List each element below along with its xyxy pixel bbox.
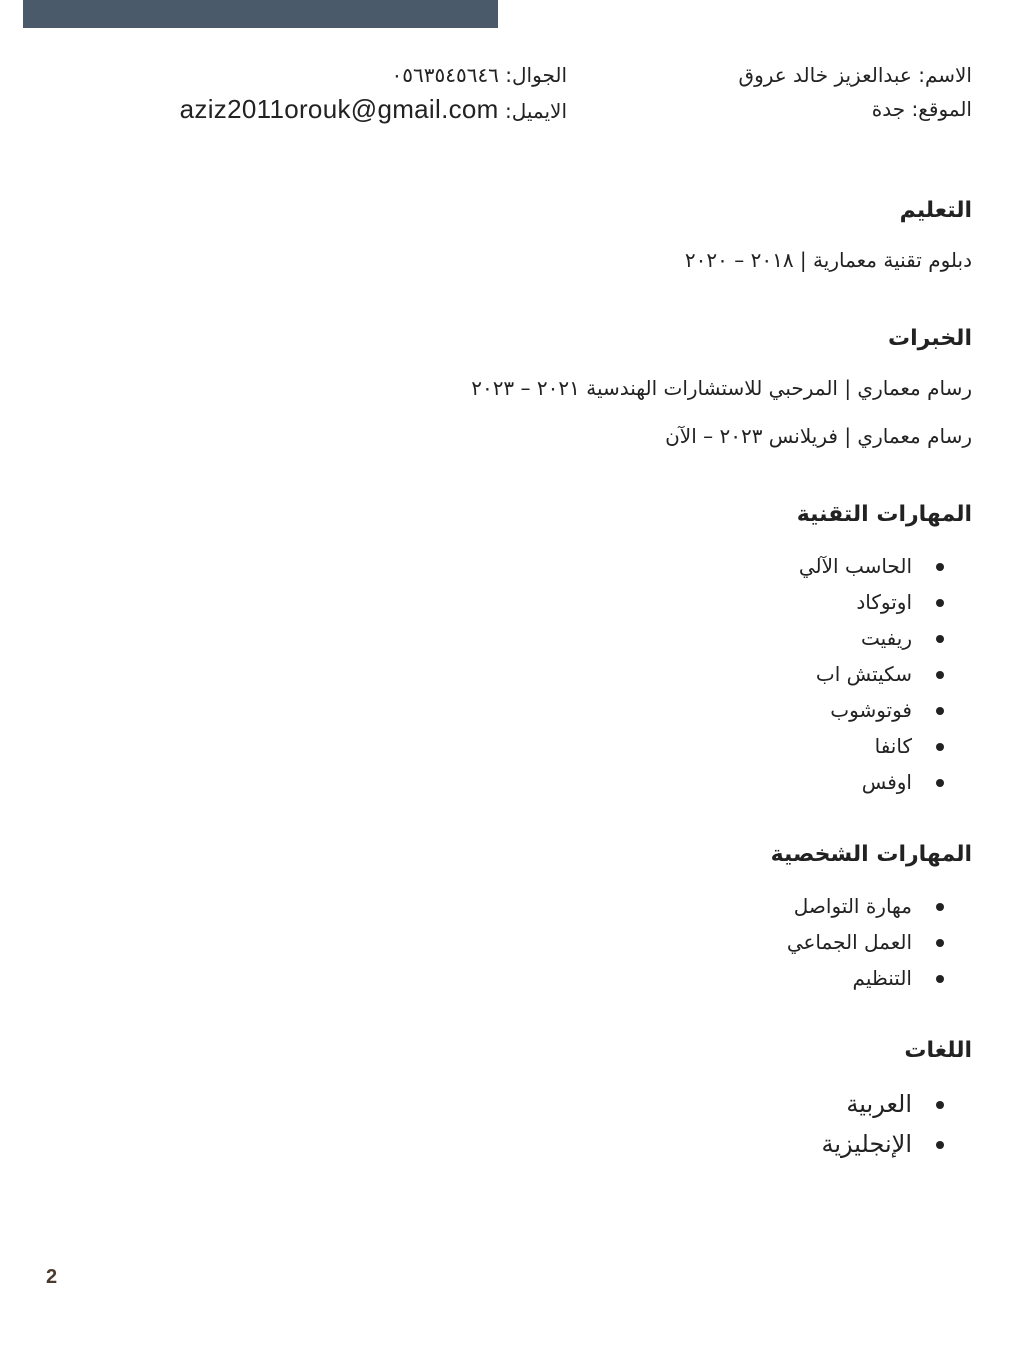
- languages-title: اللغات: [904, 1038, 972, 1063]
- resume-body: [52, 186, 972, 1194]
- experience-item: رسام معماري | المرحبي للاستشارات الهندسية ٢٠٢١ – ٢٠٢٣: [471, 376, 972, 400]
- list-item: سكيتش اب: [52, 656, 944, 692]
- technical-skills-list: [52, 548, 972, 800]
- location-value: جدة: [871, 97, 906, 121]
- name-value: عبدالعزيز خالد عروق: [738, 63, 912, 87]
- email-label: الايميل:: [504, 99, 567, 123]
- personal-skills-section: [52, 830, 972, 996]
- email-row: [180, 92, 567, 128]
- personal-skills-title: المهارات الشخصية: [770, 842, 972, 867]
- list-item: العربية: [52, 1084, 944, 1124]
- list-item: الإنجليزية: [52, 1124, 944, 1164]
- phone-value: ٠٥٦٣٥٤٥٦٤٦: [391, 63, 499, 87]
- list-item: كانفا: [52, 728, 944, 764]
- list-item: اوفس: [52, 764, 944, 800]
- languages-section: [52, 1026, 972, 1164]
- experience-title: الخبرات: [888, 326, 972, 351]
- technical-skills-title: المهارات التقنية: [796, 502, 972, 527]
- experience-item: رسام معماري | فريلانس ٢٠٢٣ – الآن: [665, 424, 972, 448]
- list-item: التنظيم: [52, 960, 944, 996]
- list-item: فوتوشوب: [52, 692, 944, 728]
- contact-info-primary: [739, 58, 972, 126]
- location-label: الموقع:: [911, 97, 972, 121]
- list-item: مهارة التواصل: [52, 888, 944, 924]
- personal-skills-list: [52, 888, 972, 996]
- email-link[interactable]: aziz2011orouk@gmail.com: [179, 94, 499, 124]
- header-accent-bar: [23, 0, 498, 28]
- list-item: العمل الجماعي: [52, 924, 944, 960]
- name-label: الاسم:: [918, 63, 972, 87]
- education-section: [52, 186, 972, 284]
- experience-section: [52, 314, 972, 460]
- list-item: اوتوكاد: [52, 584, 944, 620]
- list-item: ريفيت: [52, 620, 944, 656]
- contact-info-secondary: [180, 58, 567, 128]
- technical-skills-section: [52, 490, 972, 800]
- location-row: [739, 92, 972, 126]
- page-number: 2: [46, 1266, 58, 1288]
- languages-list: [52, 1084, 972, 1164]
- phone-row: [180, 58, 567, 92]
- phone-label: الجوال:: [505, 63, 567, 87]
- education-title: التعليم: [899, 198, 972, 223]
- education-item: دبلوم تقنية معمارية | ٢٠١٨ – ٢٠٢٠: [684, 248, 972, 272]
- name-row: [739, 58, 972, 92]
- list-item: الحاسب الآلي: [52, 548, 944, 584]
